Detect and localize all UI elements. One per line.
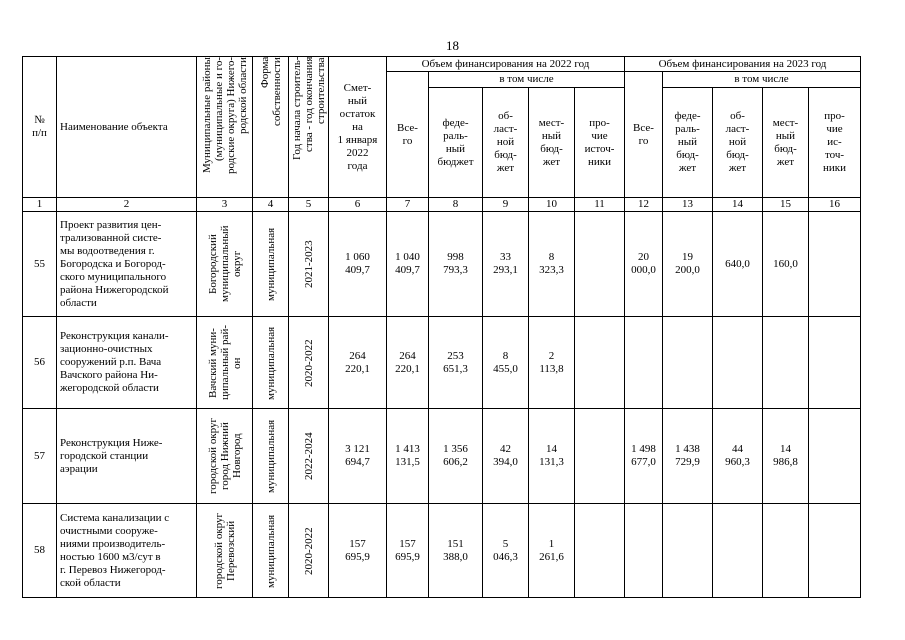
- col-number: 11: [575, 198, 625, 212]
- col-number: 10: [529, 198, 575, 212]
- years-cell: [289, 409, 329, 504]
- row-num: 56: [23, 317, 57, 409]
- regional-2022-value: 5 046,3: [483, 504, 529, 598]
- total-2023-value: 20 000,0: [625, 212, 663, 317]
- district-text: городской округ Перевозский: [212, 512, 237, 589]
- row-num: 58: [23, 504, 57, 598]
- federal-2022-value: 151 388,0: [429, 504, 483, 598]
- local-2023-value: [763, 504, 809, 598]
- district-text: Богородский муниципальный округ: [206, 225, 243, 303]
- total-2022-value: 1 040 409,7: [387, 212, 429, 317]
- years-text: 2022-2024: [302, 432, 315, 480]
- district-text: городской округ город Нижний Новгород: [206, 417, 243, 495]
- header-other-2023: про- чие ис- точ- ники: [809, 88, 861, 198]
- page-number: 18: [446, 38, 459, 53]
- header-local-2023: мест- ный бюд- жет: [763, 88, 809, 198]
- local-2022-value: 8 323,3: [529, 212, 575, 317]
- total-2022-value: 157 695,9: [387, 504, 429, 598]
- column-number-row: [23, 198, 861, 212]
- federal-2023-value: 19 200,0: [663, 212, 713, 317]
- ownership-text: муниципальная: [264, 419, 277, 493]
- years-text: 2021-2023: [302, 240, 315, 288]
- table-row: [23, 409, 861, 504]
- header-ownership: [253, 57, 289, 198]
- years-cell: [289, 504, 329, 598]
- regional-2023-value: [713, 504, 763, 598]
- col-number: 15: [763, 198, 809, 212]
- col-number: 13: [663, 198, 713, 212]
- district-cell: [197, 212, 253, 317]
- object-name: Проект развития цен- трализованной систе- мы водоотведения г. Богородска и Богород- ского муниципального района Нижегородской области: [57, 212, 197, 317]
- financing-table: [22, 56, 861, 598]
- col-number: 1: [23, 198, 57, 212]
- regional-2022-value: 42 394,0: [483, 409, 529, 504]
- federal-2022-value: 1 356 606,2: [429, 409, 483, 504]
- ownership-text: муниципальная: [264, 325, 277, 400]
- table-row: [23, 504, 861, 598]
- district-text: Вачский муни- ципальный рай- он: [206, 325, 243, 400]
- col-number: 7: [387, 198, 429, 212]
- ownership-text: муниципальная: [264, 227, 277, 301]
- total-2022-value: 1 413 131,5: [387, 409, 429, 504]
- federal-2023-value: 1 438 729,9: [663, 409, 713, 504]
- federal-2023-value: [663, 317, 713, 409]
- years-cell: [289, 212, 329, 317]
- header-num: № п/п: [23, 57, 57, 198]
- header-fin-2023: Объем финансирования на 2023 год: [625, 57, 861, 72]
- header-district-text: Муниципальные районы (муниципальные и го- родские округа) Нижего- родской области: [200, 57, 249, 175]
- table-row: [23, 212, 861, 317]
- ownership-cell: [253, 212, 289, 317]
- other-2022-value: [575, 409, 625, 504]
- col-number: 6: [329, 198, 387, 212]
- row-num: 57: [23, 409, 57, 504]
- header-estimate: Смет- ный остаток на 1 января 2022 года: [329, 57, 387, 198]
- other-2022-value: [575, 504, 625, 598]
- other-2023-value: [809, 504, 861, 598]
- header-other-2022: про- чие источ- ники: [575, 88, 625, 198]
- col-number: 14: [713, 198, 763, 212]
- header-fin-2022: Объем финансирования на 2022 год: [387, 57, 625, 72]
- years-cell: [289, 317, 329, 409]
- col-number: 16: [809, 198, 861, 212]
- local-2022-value: 14 131,3: [529, 409, 575, 504]
- col-number: 2: [57, 198, 197, 212]
- header-ownership-text: Форма собственности: [258, 57, 283, 126]
- other-2022-value: [575, 317, 625, 409]
- estimate-value: 157 695,9: [329, 504, 387, 598]
- other-2022-value: [575, 212, 625, 317]
- ownership-cell: [253, 317, 289, 409]
- local-2022-value: 1 261,6: [529, 504, 575, 598]
- header-district: [197, 57, 253, 198]
- local-2023-value: 160,0: [763, 212, 809, 317]
- regional-2023-value: 44 960,3: [713, 409, 763, 504]
- regional-2022-value: 33 293,1: [483, 212, 529, 317]
- total-2023-value: 1 498 677,0: [625, 409, 663, 504]
- other-2023-value: [809, 409, 861, 504]
- estimate-value: 264 220,1: [329, 317, 387, 409]
- estimate-value: 3 121 694,7: [329, 409, 387, 504]
- col-number: 12: [625, 198, 663, 212]
- estimate-value: 1 060 409,7: [329, 212, 387, 317]
- header-regional-2023: об- ласт- ной бюд- жет: [713, 88, 763, 198]
- total-2022-value: 264 220,1: [387, 317, 429, 409]
- regional-2023-value: 640,0: [713, 212, 763, 317]
- federal-2023-value: [663, 504, 713, 598]
- ownership-cell: [253, 504, 289, 598]
- regional-2022-value: 8 455,0: [483, 317, 529, 409]
- header-regional-2022: об- ласт- ной бюд- жет: [483, 88, 529, 198]
- other-2023-value: [809, 317, 861, 409]
- federal-2022-value: 998 793,3: [429, 212, 483, 317]
- regional-2023-value: [713, 317, 763, 409]
- total-2023-value: [625, 317, 663, 409]
- district-cell: [197, 317, 253, 409]
- header-federal-2023: феде- раль- ный бюд- жет: [663, 88, 713, 198]
- header-name: Наименование объекта: [57, 57, 197, 198]
- other-2023-value: [809, 212, 861, 317]
- header-years-text: Год начала строитель- ства - год окончания строительства: [290, 57, 327, 161]
- local-2023-value: 14 986,8: [763, 409, 809, 504]
- years-text: 2020-2022: [302, 526, 315, 575]
- object-name: Система канализации с очистными сооруже- ниями производитель- ностью 1600 м3/сут в г. Перевоз Нижегород- ской области: [57, 504, 197, 598]
- table-row: [23, 317, 861, 409]
- row-num: 55: [23, 212, 57, 317]
- col-number: 4: [253, 198, 289, 212]
- header-total-2023: Все- го: [625, 72, 663, 198]
- col-number: 9: [483, 198, 529, 212]
- object-name: Реконструкция Ниже- городской станции аэрации: [57, 409, 197, 504]
- header-local-2022: мест- ный бюд- жет: [529, 88, 575, 198]
- local-2022-value: 2 113,8: [529, 317, 575, 409]
- object-name: Реконструкция канали- зационно-очистных сооружений р.п. Вача Вачского района Ни- жегородской области: [57, 317, 197, 409]
- ownership-cell: [253, 409, 289, 504]
- header-incl-2022: в том числе: [429, 72, 625, 88]
- total-2023-value: [625, 504, 663, 598]
- district-cell: [197, 409, 253, 504]
- ownership-text: муниципальная: [264, 513, 277, 588]
- federal-2022-value: 253 651,3: [429, 317, 483, 409]
- header-federal-2022: феде- раль- ный бюджет: [429, 88, 483, 198]
- col-number: 5: [289, 198, 329, 212]
- header-total-2022: Все- го: [387, 72, 429, 198]
- header-years: [289, 57, 329, 198]
- local-2023-value: [763, 317, 809, 409]
- col-number: 3: [197, 198, 253, 212]
- header-incl-2023: в том числе: [663, 72, 861, 88]
- district-cell: [197, 504, 253, 598]
- years-text: 2020-2022: [302, 338, 315, 387]
- col-number: 8: [429, 198, 483, 212]
